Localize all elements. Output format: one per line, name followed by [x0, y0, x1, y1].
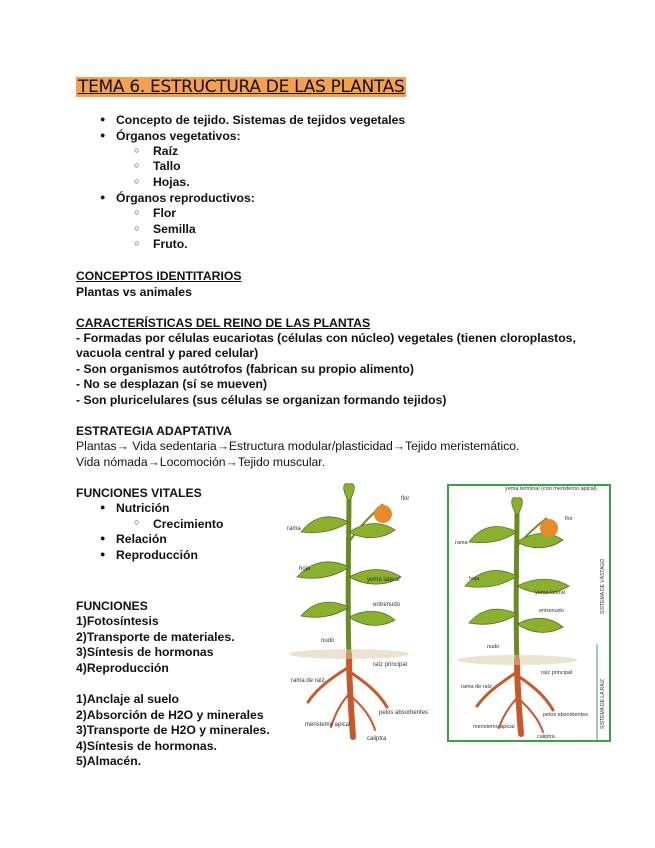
label-hoja: hoja	[299, 566, 311, 572]
caracteristicas-line: vacuola central y pared celular)	[76, 346, 259, 360]
label-raiz-principal: raíz principal	[541, 670, 573, 676]
circle-bullet-icon: ○	[134, 517, 140, 527]
label-flor: flor	[565, 516, 573, 522]
flower-icon	[540, 519, 558, 537]
outline-subitem: Fruto.	[153, 237, 188, 251]
estrategia-line: Vida nómada→Locomoción→Tejido muscular.	[76, 455, 326, 469]
bullet-icon: ●	[100, 502, 106, 512]
label-rama: rama	[455, 540, 468, 546]
outline-item: Órganos reproductivos:	[116, 191, 255, 205]
bullet-icon: ●	[100, 192, 106, 202]
caracteristicas-line: - Formadas por células eucariotas (células con núcleo) vegetales (tienen cloroplastos,	[76, 331, 576, 345]
label-yema-lateral: yema lateral	[535, 590, 565, 596]
caracteristicas-line: - Son pluricelulares (sus células se organizan formando tejidos)	[76, 393, 447, 407]
label-yema-lateral: yema lateral	[367, 577, 400, 583]
caracteristicas-line: - Son organismos autótrofos (fabrican su propio alimento)	[76, 362, 414, 376]
flower-icon	[374, 505, 392, 523]
bullet-icon: ●	[100, 549, 106, 559]
label-meristemo-apical: meristemo apical	[473, 724, 515, 730]
funcion-vital-item: Relación	[116, 532, 167, 546]
outline-subitem: Flor	[153, 206, 177, 220]
caracteristicas-heading: CARACTERÍSTICAS DEL REINO DE LAS PLANTAS	[76, 316, 371, 330]
outline-item: Órganos vegetativos:	[116, 129, 241, 143]
bullet-icon: ●	[100, 533, 106, 543]
circle-bullet-icon: ○	[134, 176, 140, 186]
outline-subitem: Hojas.	[153, 175, 190, 189]
outline-subitem: Tallo	[153, 159, 181, 173]
plant-diagram-right	[447, 484, 611, 742]
label-caliptra: caliptra	[367, 736, 387, 742]
label-nudo: nudo	[321, 638, 335, 644]
funciones-item: 1)Anclaje al suelo	[76, 692, 179, 706]
funcion-vital-subitem: Crecimiento	[153, 517, 224, 531]
circle-bullet-icon: ○	[134, 207, 140, 217]
funcion-vital-item: Nutrición	[116, 501, 170, 515]
label-sistema-raiz: SISTEMA DE LA RAÍZ	[600, 678, 606, 729]
estrategia-line: Plantas→ Vida sedentaria→Estructura modular/plasticidad→Tejido meristemático.	[76, 439, 520, 453]
label-hoja: hoja	[469, 576, 480, 582]
label-flor: flor	[401, 496, 410, 502]
bullet-icon: ●	[100, 130, 106, 140]
conceptos-text: Plantas vs animales	[76, 285, 192, 299]
label-pelos-absorbentes: pelos absorbentes	[379, 710, 429, 716]
label-meristemo-apical: meristemo apical	[305, 722, 351, 728]
funcion-vital-item: Reproducción	[116, 548, 198, 562]
outline-item: Concepto de tejido. Sistemas de tejidos vegetales	[116, 113, 406, 127]
label-raiz-principal: raíz principal	[373, 662, 408, 668]
label-nudo: nudo	[487, 644, 500, 650]
label-sistema-vastago: SISTEMA DE VÁSTAGO	[600, 558, 606, 614]
funciones-item: 3)Transporte de H2O y minerales.	[76, 723, 270, 737]
label-entrenudo: entrenudo	[539, 608, 564, 614]
circle-bullet-icon: ○	[134, 160, 140, 170]
label-yema-terminal: yema terminal (con meristemo apical)	[505, 486, 597, 492]
label-entrenudo: entrenudo	[373, 602, 401, 608]
funciones-item: 2)Transporte de materiales.	[76, 630, 235, 644]
circle-bullet-icon: ○	[134, 145, 140, 155]
funciones-item: 1)Fotosíntesis	[76, 614, 159, 628]
plant-diagram-left	[283, 482, 443, 744]
funciones-item: 4)Reproducción	[76, 661, 169, 675]
funciones-item: 5)Almacén.	[76, 754, 142, 768]
funciones-item: 3)Síntesis de hormonas	[76, 645, 214, 659]
funciones-item: 2)Absorción de H2O y minerales	[76, 708, 264, 722]
label-pelos-absorbentes: pelos absorbentes	[543, 712, 588, 718]
circle-bullet-icon: ○	[134, 238, 140, 248]
funciones-item: 4)Síntesis de hormonas.	[76, 739, 217, 753]
label-caliptra: caliptra	[537, 734, 555, 740]
page-title: TEMA 6. ESTRUCTURA DE LAS PLANTAS	[78, 77, 405, 97]
bullet-icon: ●	[100, 114, 106, 124]
label-rama-de-raiz: rama de raíz	[461, 684, 492, 690]
estrategia-heading: ESTRATEGIA ADAPTATIVA	[76, 424, 232, 438]
caracteristicas-line: - No se desplazan (sí se mueven)	[76, 377, 268, 391]
label-rama-de-raiz: rama de raíz	[291, 678, 325, 684]
funciones-vitales-heading: FUNCIONES VITALES	[76, 486, 202, 500]
outline-subitem: Raíz	[153, 144, 179, 158]
label-rama: rama	[287, 526, 301, 532]
funciones-heading: FUNCIONES	[76, 599, 148, 613]
circle-bullet-icon: ○	[134, 223, 140, 233]
conceptos-heading: CONCEPTOS IDENTITARIOS	[76, 269, 242, 283]
outline-subitem: Semilla	[153, 222, 196, 236]
